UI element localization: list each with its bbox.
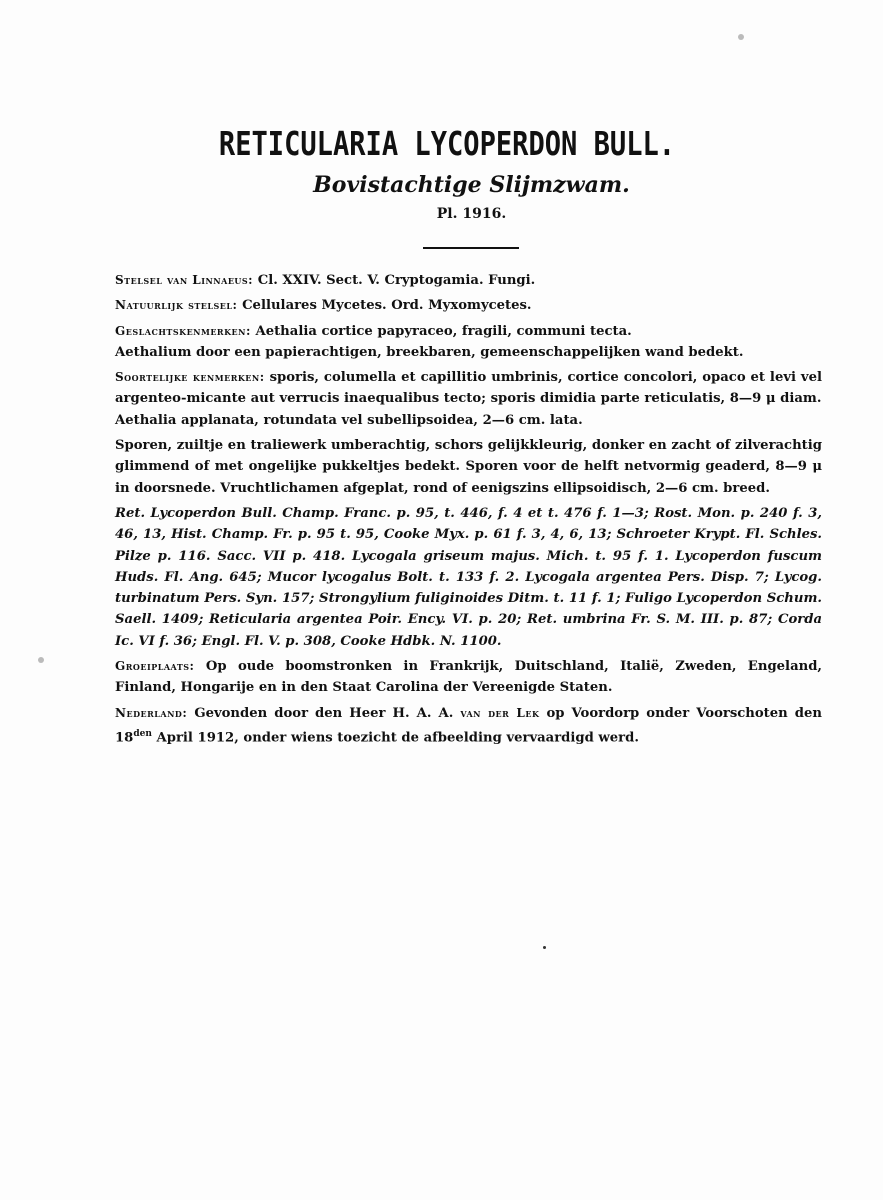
description-body: [115, 270, 822, 753]
title-divider: [423, 247, 519, 249]
natuurlijk-stelsel-paragraph: [115, 295, 822, 316]
geslachtskenmerken-paragraph: [115, 321, 822, 342]
nederland-superscript: den: [133, 728, 152, 739]
nederland-label: Nederland:: [115, 705, 188, 720]
paper-speck: [543, 946, 546, 949]
groeiplaats-text: Op oude boomstronken in Frankrijk, Duitschland, Italië, Zweden, Engeland, Finland, Hongarije en in den Staat Carolina der Vereenigde Staten.: [115, 659, 823, 696]
soortelijke-kenmerken-paragraph: [115, 367, 822, 410]
groeiplaats-paragraph: [115, 656, 822, 699]
nederland-text-1: Gevonden door den Heer H. A. A.: [194, 705, 454, 721]
nederland-collector-name: van der Lek: [460, 705, 540, 720]
page-subtitle: Bovistachtige Slijmzwam.: [313, 172, 630, 198]
stelsel-linnaeus-label: Stelsel van Linnaeus:: [115, 273, 254, 287]
stelsel-linnaeus-text: Cl. XXIV. Sect. V. Cryptogamia. Fungi.: [257, 273, 536, 288]
stelsel-linnaeus-paragraph: [115, 270, 822, 291]
soortelijke-kenmerken-label: Soortelijke kenmerken:: [115, 370, 265, 385]
geslachtskenmerken-latin: Aethalia cortice papyraceo, fragili, communi tecta.: [255, 323, 632, 339]
plate-number: Pl. 1916.: [436, 206, 507, 222]
page-title: RETICULARIA LYCOPERDON BULL.: [218, 124, 676, 163]
natuurlijk-stelsel-label: Natuurlijk stelsel:: [115, 298, 238, 313]
soortelijke-kenmerken-latin-2: Aethalia applanata, rotundata vel subellipsoidea, 2—6 cm. lata.: [115, 412, 583, 428]
geslachtskenmerken-label: Geslachtskenmerken:: [115, 323, 251, 338]
geslachtskenmerken-dutch: Aethalium door een papierachtigen, breekbaren, gemeenschappelijken wand bedekt.: [115, 344, 744, 360]
soortelijke-kenmerken-latin-1: sporis, columella et capillitio umbrinis, cortice concolori, opaco et levi vel argenteo-micante aut verrucis inaequalibus tecto; sporis dimidia parte reticulatis, 8—9 μ diam.: [115, 370, 822, 407]
nederland-paragraph: [115, 703, 822, 749]
nederland-text-2: op Voordorp onder Voorschoten den 18: [115, 705, 822, 746]
paper-speck: [738, 34, 744, 40]
natuurlijk-stelsel-text: Cellulares Mycetes. Ord. Myxomycetes.: [242, 298, 532, 314]
references-paragraph: Ret. Lycoperdon Bull. Champ. Franc. p. 95, t. 446, f. 4 et t. 476 f. 1—3; Rost. Mon. p. 240 f. 3, 46, 13, Hist. Champ. Fr. p. 95 t. 95, Cooke Myx. p. 61 f. 3, 4, 6, 13; Schroeter Krypt. Fl. Schles. Pilze p. 116. Sacc. VII p. 418. Lycogala griseum majus. Mich. t. 95 f. 1. Lycoperdon fuscum Huds. Fl. Ang. 645; Mucor lycogalus Bolt. t. 133 f. 2. Lycogala argentea Pers. Disp. 7; Lycog. turbinatum Pers. Syn. 157; Strongylium fuliginoides Ditm. t. 11 f. 1; Fuligo Lycoperdon Schum. Saell. 1409; Reticularia argentea Poir. Ency. VI. p. 20; Ret. umbrina Fr. S. M. III. p. 87; Corda Ic. VI f. 36; Engl. Fl. V. p. 308, Cooke Hdbk. N. 1100.: [115, 505, 822, 649]
paper-speck: [38, 657, 44, 663]
soortelijke-kenmerken-dutch: Sporen, zuiltje en traliewerk umberachtig, schors gelijkkleurig, donker en zacht of zilverachtig glimmend of met ongelijke pukkeltjes bedekt. Sporen voor de helft netvormig geaderd, 8—9 μ in doorsnede. Vruchtlichamen afgeplat, rond of eenigszins ellipsoidisch, 2—6 cm. breed.: [115, 438, 822, 496]
groeiplaats-label: Groeiplaats:: [115, 659, 195, 674]
nederland-text-3: April 1912, onder wiens toezicht de afbeelding vervaardigd werd.: [156, 730, 639, 746]
